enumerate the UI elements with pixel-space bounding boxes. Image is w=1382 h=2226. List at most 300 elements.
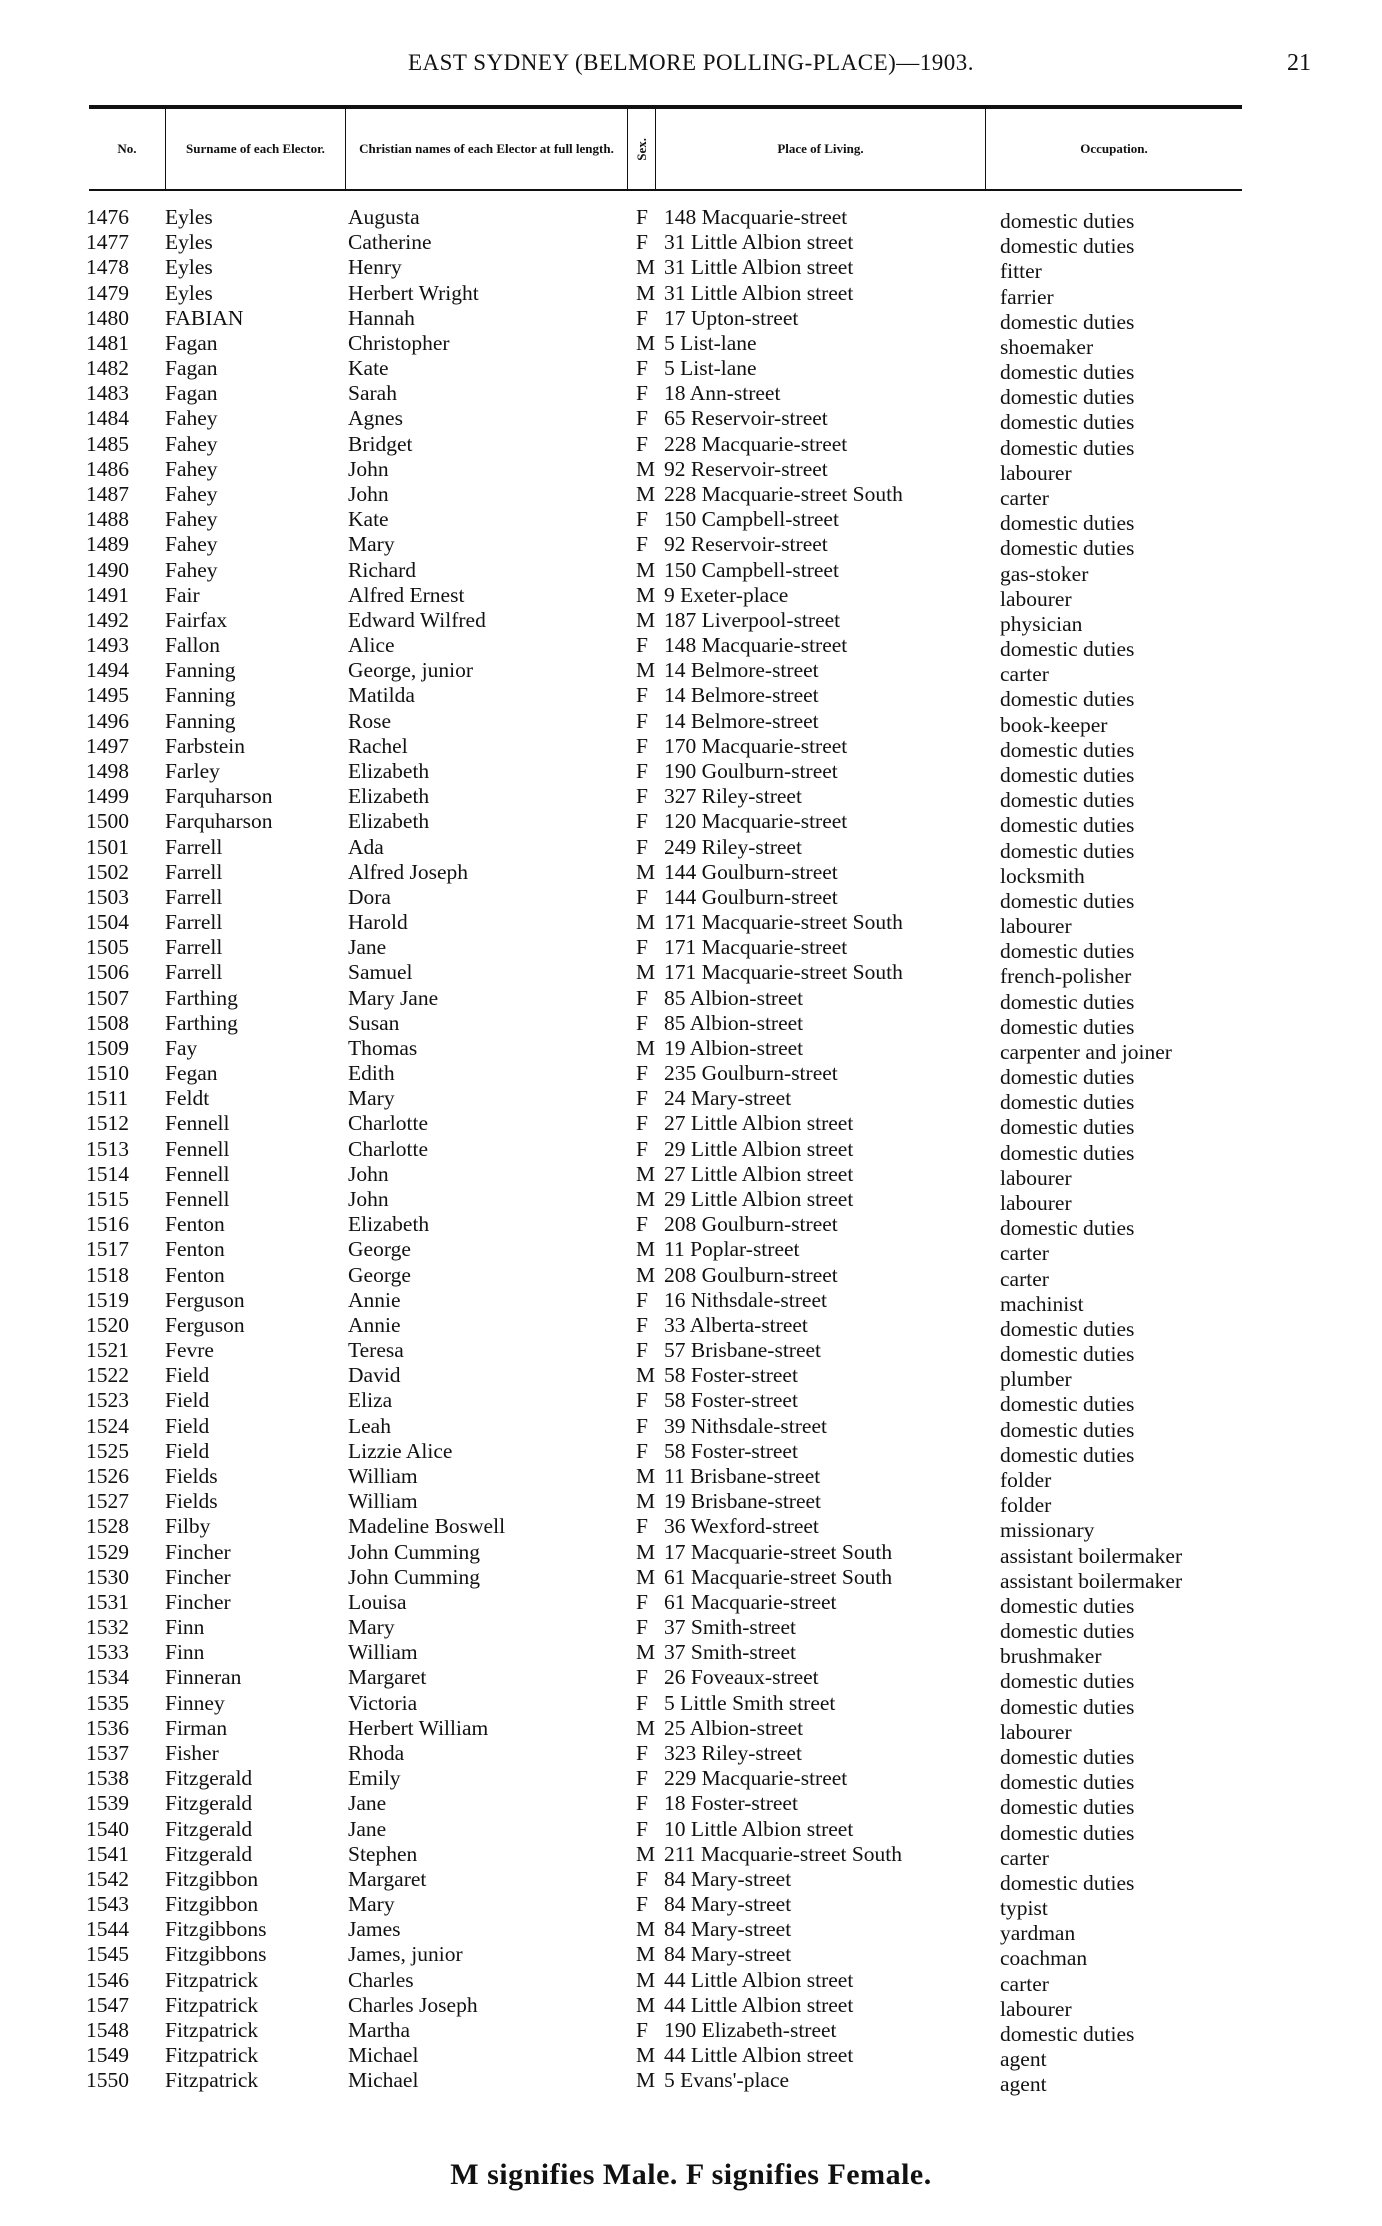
table-row <box>0 1615 1382 1644</box>
sex: F <box>636 1061 648 1086</box>
surname: Fahey <box>165 507 218 532</box>
occupation: domestic duties <box>1000 1694 1135 1719</box>
table-row <box>0 1161 1382 1190</box>
surname: Field <box>165 1363 210 1388</box>
table-row <box>0 356 1382 385</box>
place-of-living: 148 Macquarie-street <box>664 633 848 658</box>
place-of-living: 17 Upton-street <box>664 305 799 330</box>
table-row <box>0 1690 1382 1719</box>
elector-number: 1493 <box>86 633 129 658</box>
table-row <box>0 1967 1382 1996</box>
christian-names: George, junior <box>348 658 473 683</box>
table-row <box>0 1438 1382 1467</box>
sex: M <box>636 1841 656 1866</box>
sex: F <box>636 784 648 809</box>
table-row <box>0 1212 1382 1241</box>
occupation: labourer <box>1000 914 1072 939</box>
occupation: domestic duties <box>1000 1014 1135 1039</box>
occupation: domestic duties <box>1000 637 1135 662</box>
christian-names: Margaret <box>348 1665 427 1690</box>
place-of-living: 16 Nithsdale-street <box>664 1287 827 1312</box>
christian-names: Agnes <box>348 406 403 431</box>
sex: F <box>636 2017 648 2042</box>
christian-names: Teresa <box>348 1338 404 1363</box>
table-row <box>0 481 1382 510</box>
occupation: domestic duties <box>1000 1442 1135 1467</box>
header-sex <box>627 109 655 189</box>
elector-number: 1522 <box>86 1363 129 1388</box>
surname: Fahey <box>165 456 218 481</box>
surname: Fevre <box>165 1338 214 1363</box>
christian-names: Augusta <box>348 205 420 229</box>
occupation: labourer <box>1000 1165 1072 1190</box>
elector-number: 1484 <box>86 406 129 431</box>
occupation: domestic duties <box>1000 762 1135 787</box>
place-of-living: 58 Foster-street <box>664 1388 798 1413</box>
elector-number: 1507 <box>86 985 129 1010</box>
elector-number: 1518 <box>86 1262 129 1287</box>
christian-names: John Cumming <box>348 1564 481 1589</box>
sex: M <box>636 582 656 607</box>
christian-names: Elizabeth <box>348 809 430 834</box>
christian-names: Mary Jane <box>348 985 439 1010</box>
christian-names: Christopher <box>348 330 450 355</box>
sex: F <box>636 1816 648 1841</box>
sex: F <box>636 1615 648 1640</box>
place-of-living: 61 Macquarie-street <box>664 1589 837 1614</box>
place-of-living: 84 Mary-street <box>664 1892 792 1917</box>
christian-names: George <box>348 1237 411 1262</box>
place-of-living: 187 Liverpool-street <box>664 607 841 632</box>
elector-number: 1543 <box>86 1892 129 1917</box>
surname: Fenton <box>165 1262 225 1287</box>
occupation: domestic duties <box>1000 1593 1135 1618</box>
elector-number: 1545 <box>86 1942 129 1967</box>
occupation: domestic duties <box>1000 385 1135 410</box>
place-of-living: 14 Belmore-street <box>664 708 819 733</box>
elector-number: 1495 <box>86 683 129 708</box>
sex: F <box>636 1338 648 1363</box>
occupation: missionary <box>1000 1518 1095 1543</box>
occupation: domestic duties <box>1000 838 1135 863</box>
christian-names: Herbert William <box>348 1715 489 1740</box>
occupation: fitter <box>1000 259 1042 284</box>
christian-names: Madeline Boswell <box>348 1514 506 1539</box>
occupation: domestic duties <box>1000 511 1135 536</box>
elector-number: 1501 <box>86 834 129 859</box>
place-of-living: 85 Albion-street <box>664 1010 804 1035</box>
sex: M <box>636 1237 656 1262</box>
sex: F <box>636 1766 648 1791</box>
sex: F <box>636 834 648 859</box>
sex: F <box>636 1312 648 1337</box>
occupation: domestic duties <box>1000 737 1135 762</box>
christian-names: Richard <box>348 557 417 582</box>
table-row <box>0 834 1382 863</box>
place-of-living: 84 Mary-street <box>664 1917 792 1942</box>
christian-names: Alfred Joseph <box>348 859 469 884</box>
occupation: domestic duties <box>1000 813 1135 838</box>
place-of-living: 150 Campbell-street <box>664 507 839 532</box>
table-row <box>0 1589 1382 1618</box>
christian-names: Kate <box>348 507 389 532</box>
occupation: domestic duties <box>1000 234 1135 259</box>
elector-number: 1478 <box>86 255 129 280</box>
table-row <box>0 1866 1382 1895</box>
place-of-living: 171 Macquarie-street South <box>664 910 903 935</box>
sex: F <box>636 633 648 658</box>
table-row <box>0 582 1382 611</box>
table-row <box>0 758 1382 787</box>
header-sex-label: Sex. <box>633 137 649 161</box>
place-of-living: 33 Alberta-street <box>664 1312 808 1337</box>
place-of-living: 235 Goulburn-street <box>664 1061 838 1086</box>
elector-number: 1503 <box>86 884 129 909</box>
sex: F <box>636 1086 648 1111</box>
elector-number: 1528 <box>86 1514 129 1539</box>
elector-number: 1539 <box>86 1791 129 1816</box>
sex: F <box>636 1136 648 1161</box>
sex: F <box>636 406 648 431</box>
elector-number: 1544 <box>86 1917 129 1942</box>
surname: Farrell <box>165 834 223 859</box>
sex: M <box>636 481 656 506</box>
surname: Fitzgibbons <box>165 1917 267 1942</box>
place-of-living: 171 Macquarie-street <box>664 935 848 960</box>
christian-names: Rachel <box>348 733 408 758</box>
elector-number: 1526 <box>86 1464 129 1488</box>
christian-names: Susan <box>348 1010 400 1035</box>
surname: Fitzgerald <box>165 1841 253 1866</box>
occupation: labourer <box>1000 1191 1072 1216</box>
table-row <box>0 1539 1382 1568</box>
sex: F <box>636 1690 648 1715</box>
table-row <box>0 1035 1382 1064</box>
place-of-living: 29 Little Albion street <box>664 1187 854 1212</box>
christian-names: William <box>348 1640 418 1665</box>
occupation: coachman <box>1000 1946 1088 1971</box>
place-of-living: 57 Brisbane-street <box>664 1338 822 1363</box>
surname: Fahey <box>165 481 218 506</box>
occupation: domestic duties <box>1000 1342 1135 1367</box>
elector-number: 1534 <box>86 1665 129 1690</box>
sex: F <box>636 431 648 456</box>
christian-names: Charles <box>348 1967 414 1992</box>
table-row <box>0 2043 1382 2072</box>
place-of-living: 39 Nithsdale-street <box>664 1413 827 1438</box>
christian-names: Victoria <box>348 1690 418 1715</box>
place-of-living: 61 Macquarie-street South <box>664 1564 893 1589</box>
place-of-living: 150 Campbell-street <box>664 557 839 582</box>
sex: F <box>636 305 648 330</box>
surname: Fairfax <box>165 607 228 632</box>
sex: F <box>636 884 648 909</box>
surname: Fitzpatrick <box>165 2068 259 2093</box>
christian-names: Edward Wilfred <box>348 607 486 632</box>
christian-names: Rose <box>348 708 391 733</box>
elector-number: 1483 <box>86 381 129 406</box>
sex: M <box>636 1489 656 1514</box>
occupation: domestic duties <box>1000 435 1135 460</box>
place-of-living: 44 Little Albion street <box>664 1992 854 2017</box>
surname: Fitzpatrick <box>165 1992 259 2017</box>
surname: Fitzgerald <box>165 1766 253 1791</box>
table-row <box>0 557 1382 586</box>
sex: M <box>636 557 656 582</box>
sex: F <box>636 1589 648 1614</box>
sex: F <box>636 381 648 406</box>
surname: Farley <box>165 758 220 783</box>
surname: Fanning <box>165 708 236 733</box>
sex: M <box>636 1363 656 1388</box>
table-row <box>0 1312 1382 1341</box>
elector-number: 1540 <box>86 1816 129 1841</box>
elector-number: 1502 <box>86 859 129 884</box>
surname: Finneran <box>165 1665 242 1690</box>
surname: Feldt <box>165 1086 210 1111</box>
table-row <box>0 1564 1382 1593</box>
table-row <box>0 708 1382 737</box>
occupation: physician <box>1000 611 1083 636</box>
surname: Filby <box>165 1514 211 1539</box>
surname: Farrell <box>165 910 223 935</box>
christian-names: Annie <box>348 1312 401 1337</box>
sex: F <box>636 1212 648 1237</box>
sex: M <box>636 2068 656 2093</box>
place-of-living: 229 Macquarie-street <box>664 1766 848 1791</box>
elector-number: 1480 <box>86 305 129 330</box>
surname: Field <box>165 1438 210 1463</box>
table-row <box>0 683 1382 712</box>
elector-number: 1492 <box>86 607 129 632</box>
place-of-living: 171 Macquarie-street South <box>664 960 903 985</box>
table-row <box>0 1338 1382 1367</box>
christian-names: George <box>348 1262 411 1287</box>
christian-names: Michael <box>348 2068 419 2093</box>
elector-number: 1491 <box>86 582 129 607</box>
table-row <box>0 607 1382 636</box>
surname: Farquharson <box>165 784 273 809</box>
surname: Fair <box>165 582 200 607</box>
elector-number: 1531 <box>86 1589 129 1614</box>
elector-number: 1487 <box>86 481 129 506</box>
place-of-living: 14 Belmore-street <box>664 683 819 708</box>
elector-number: 1504 <box>86 910 129 935</box>
christian-names: Bridget <box>348 431 413 456</box>
table-row <box>0 733 1382 762</box>
christian-names: Catherine <box>348 230 432 255</box>
elector-number: 1517 <box>86 1237 129 1262</box>
elector-number: 1535 <box>86 1690 129 1715</box>
occupation: domestic duties <box>1000 1090 1135 1115</box>
table-row <box>0 1942 1382 1971</box>
place-of-living: 65 Reservoir-street <box>664 406 828 431</box>
occupation: shoemaker <box>1000 334 1094 359</box>
header-occupation: Occupation. <box>985 109 1242 189</box>
table-row <box>0 1665 1382 1694</box>
christian-names: Martha <box>348 2017 411 2042</box>
sex: F <box>636 1892 648 1917</box>
occupation: carter <box>1000 1266 1049 1291</box>
surname: Farquharson <box>165 809 273 834</box>
place-of-living: 27 Little Albion street <box>664 1111 854 1136</box>
place-of-living: 18 Foster-street <box>664 1791 798 1816</box>
sex: M <box>636 2043 656 2068</box>
elector-number: 1541 <box>86 1841 129 1866</box>
surname: Firman <box>165 1715 228 1740</box>
christian-names: Mary <box>348 1615 395 1640</box>
occupation: farrier <box>1000 284 1054 309</box>
sex: M <box>636 1942 656 1967</box>
christian-names: Annie <box>348 1287 401 1312</box>
place-of-living: 323 Riley-street <box>664 1740 802 1765</box>
surname: Fitzpatrick <box>165 2017 259 2042</box>
table-row <box>0 809 1382 838</box>
table-row <box>0 2068 1382 2097</box>
table-row <box>0 1892 1382 1921</box>
surname: Fincher <box>165 1539 231 1564</box>
sex: F <box>636 708 648 733</box>
table-row <box>0 1766 1382 1795</box>
header-no: No. <box>117 141 137 156</box>
occupation: plumber <box>1000 1367 1072 1392</box>
place-of-living: 190 Elizabeth-street <box>664 2017 837 2042</box>
place-of-living: 148 Macquarie-street <box>664 205 848 229</box>
place-of-living: 92 Reservoir-street <box>664 532 828 557</box>
occupation: domestic duties <box>1000 1820 1135 1845</box>
place-of-living: 208 Goulburn-street <box>664 1212 838 1237</box>
occupation: locksmith <box>1000 863 1085 888</box>
sex: F <box>636 758 648 783</box>
sex: F <box>636 205 648 229</box>
table-row <box>0 255 1382 284</box>
surname: Fields <box>165 1464 218 1488</box>
elector-number: 1511 <box>86 1086 129 1111</box>
elector-number: 1548 <box>86 2017 129 2042</box>
occupation: labourer <box>1000 460 1072 485</box>
elector-number: 1496 <box>86 708 129 733</box>
table-row <box>0 1187 1382 1216</box>
christian-names: Kate <box>348 356 389 381</box>
surname: Fenton <box>165 1237 225 1262</box>
occupation: domestic duties <box>1000 1669 1135 1694</box>
elector-number: 1550 <box>86 2068 129 2093</box>
sex: M <box>636 1564 656 1589</box>
place-of-living: 26 Foveaux-street <box>664 1665 819 1690</box>
sex: F <box>636 1791 648 1816</box>
occupation: domestic duties <box>1000 1316 1135 1341</box>
elector-number: 1525 <box>86 1438 129 1463</box>
place-of-living: 9 Exeter-place <box>664 582 789 607</box>
occupation: gas-stoker <box>1000 561 1089 586</box>
occupation: carter <box>1000 1845 1049 1870</box>
occupation: domestic duties <box>1000 1065 1135 1090</box>
table-row <box>0 633 1382 662</box>
table-row <box>0 658 1382 687</box>
surname: Ferguson <box>165 1312 245 1337</box>
table-row <box>0 1136 1382 1165</box>
surname: Ferguson <box>165 1287 245 1312</box>
surname: Finn <box>165 1615 205 1640</box>
christian-names: James <box>348 1917 401 1942</box>
christian-names: Lizzie Alice <box>348 1438 453 1463</box>
occupation: brushmaker <box>1000 1644 1102 1669</box>
sex: F <box>636 1740 648 1765</box>
sex-legend: M signifies Male. F signifies Female. <box>450 2158 932 2191</box>
elector-number: 1532 <box>86 1615 129 1640</box>
occupation: domestic duties <box>1000 536 1135 561</box>
christian-names: Emily <box>348 1766 401 1791</box>
place-of-living: 228 Macquarie-street <box>664 431 848 456</box>
christian-names: Harold <box>348 910 408 935</box>
sex: M <box>636 859 656 884</box>
table-row <box>0 1061 1382 1090</box>
table-row <box>0 1740 1382 1769</box>
place-of-living: 44 Little Albion street <box>664 1967 854 1992</box>
elector-number: 1516 <box>86 1212 129 1237</box>
occupation: domestic duties <box>1000 2021 1135 2046</box>
surname: Fegan <box>165 1061 218 1086</box>
page-title: EAST SYDNEY (BELMORE POLLING-PLACE)—1903. <box>407 50 975 75</box>
christian-names: Hannah <box>348 305 415 330</box>
surname: Fitzgerald <box>165 1791 253 1816</box>
christian-names: Charlotte <box>348 1111 429 1136</box>
elector-number: 1508 <box>86 1010 129 1035</box>
christian-names: Leah <box>348 1413 391 1438</box>
place-of-living: 85 Albion-street <box>664 985 804 1010</box>
surname: Fitzpatrick <box>165 1967 259 1992</box>
place-of-living: 327 Riley-street <box>664 784 802 809</box>
table-row <box>0 1388 1382 1417</box>
christian-names: John <box>348 481 389 506</box>
elector-number: 1520 <box>86 1312 129 1337</box>
sex: F <box>636 935 648 960</box>
table-row <box>0 230 1382 259</box>
surname: Field <box>165 1413 210 1438</box>
place-of-living: 11 Brisbane-street <box>664 1464 821 1488</box>
table-row <box>0 1413 1382 1442</box>
christian-names: Mary <box>348 1892 395 1917</box>
table-row <box>0 1086 1382 1115</box>
elector-number: 1549 <box>86 2043 129 2068</box>
sex: M <box>636 658 656 683</box>
surname: Fennell <box>165 1111 230 1136</box>
occupation: domestic duties <box>1000 1870 1135 1895</box>
surname: Fagan <box>165 381 218 406</box>
place-of-living: 36 Wexford-street <box>664 1514 819 1539</box>
elector-number: 1481 <box>86 330 129 355</box>
surname: Farrell <box>165 884 223 909</box>
christian-names: Stephen <box>348 1841 418 1866</box>
elector-number: 1530 <box>86 1564 129 1589</box>
surname: Finney <box>165 1690 225 1715</box>
occupation: domestic duties <box>1000 939 1135 964</box>
sex: M <box>636 1187 656 1212</box>
surname: Fincher <box>165 1564 231 1589</box>
occupation: domestic duties <box>1000 309 1135 334</box>
christian-names: Michael <box>348 2043 419 2068</box>
christian-names: David <box>348 1363 401 1388</box>
place-of-living: 18 Ann-street <box>664 381 781 406</box>
elector-number: 1538 <box>86 1766 129 1791</box>
christian-names: Jane <box>348 935 387 960</box>
elector-number: 1500 <box>86 809 129 834</box>
occupation: domestic duties <box>1000 1619 1135 1644</box>
surname: Farrell <box>165 935 223 960</box>
place-of-living: 37 Smith-street <box>664 1615 796 1640</box>
table-row <box>0 859 1382 888</box>
sex: M <box>636 330 656 355</box>
